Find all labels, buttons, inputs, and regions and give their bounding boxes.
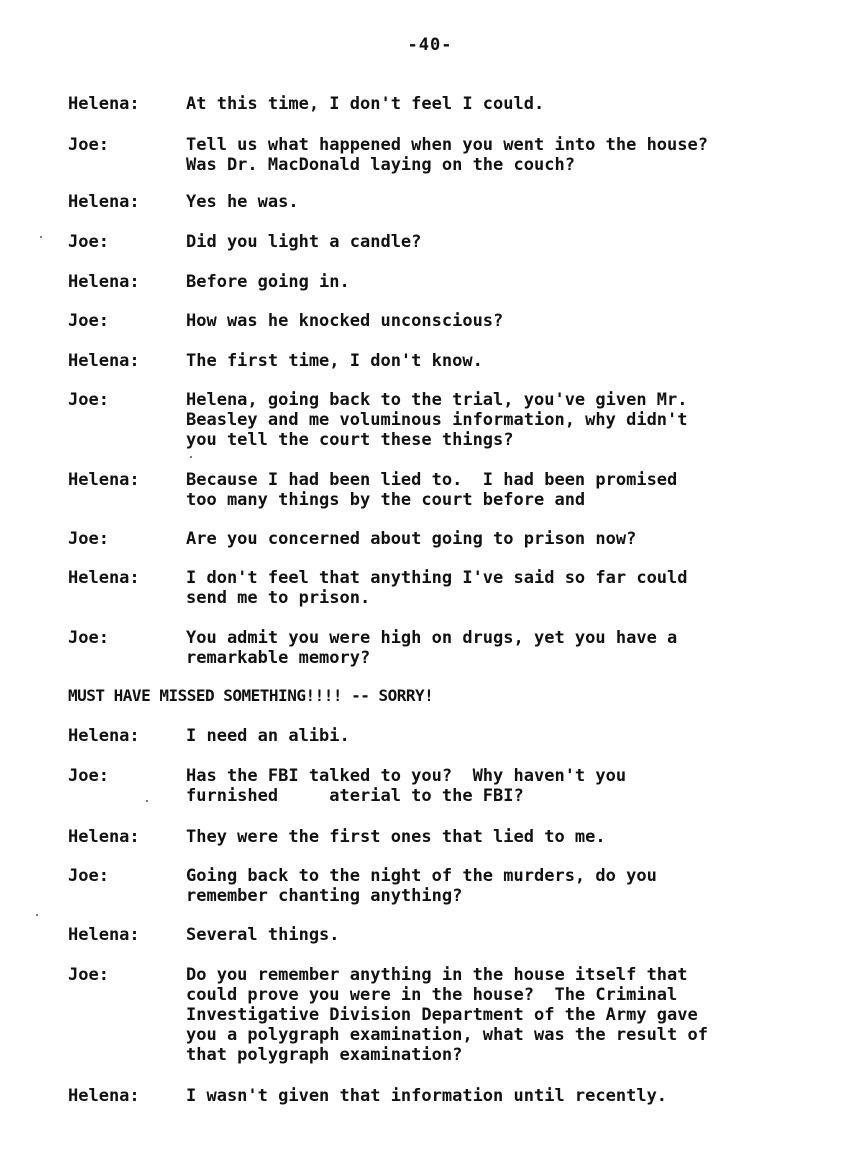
- speaker-label: Joe:: [68, 232, 109, 252]
- dialogue-text: [186, 827, 606, 847]
- dialogue-line: Did you light a candle?: [186, 232, 422, 252]
- dialogue-text: [186, 726, 350, 746]
- dialogue-line: I don't feel that anything I've said so far could: [186, 568, 688, 588]
- dialogue-line: Beasley and me voluminous information, why didn't: [186, 410, 688, 430]
- dialogue-line: could prove you were in the house? The Criminal: [186, 985, 678, 1005]
- scan-speck: [146, 800, 148, 802]
- dialogue-line: I wasn't given that information until recently.: [186, 1086, 668, 1106]
- page-number: -40-: [407, 35, 453, 55]
- dialogue-line: send me to prison.: [186, 588, 371, 608]
- dialogue-line: Before going in.: [186, 272, 350, 292]
- dialogue-line: At this time, I don't feel I could.: [186, 94, 545, 114]
- dialogue-line: too many things by the court before and: [186, 490, 586, 510]
- speaker-label: Joe:: [68, 390, 109, 410]
- dialogue-line: remember chanting anything?: [186, 886, 463, 906]
- speaker-label: Joe:: [68, 766, 109, 786]
- dialogue-line: Has the FBI talked to you? Why haven't you: [186, 766, 627, 786]
- dialogue-text: [186, 965, 708, 1065]
- speaker-label: Helena:: [68, 827, 140, 847]
- dialogue-text: [186, 866, 657, 906]
- dialogue-text: [186, 192, 299, 212]
- speaker-label: Joe:: [68, 135, 109, 155]
- dialogue-line: How was he knocked unconscious?: [186, 311, 504, 331]
- dialogue-line: that polygraph examination?: [186, 1045, 463, 1065]
- dialogue-line: Are you concerned about going to prison now?: [186, 529, 637, 549]
- dialogue-text: [186, 232, 421, 252]
- scan-speck: [190, 456, 192, 458]
- speaker-label: Helena:: [68, 568, 140, 588]
- dialogue-line: remarkable memory?: [186, 648, 371, 668]
- dialogue-line: The first time, I don't know.: [186, 351, 483, 371]
- scan-speck: [40, 236, 42, 238]
- dialogue-line: Going back to the night of the murders, do you: [186, 866, 657, 886]
- dialogue-line: You admit you were high on drugs, yet you have a: [186, 628, 678, 648]
- dialogue-line: Several things.: [186, 925, 340, 945]
- speaker-label: Helena:: [68, 1086, 140, 1106]
- speaker-label: Helena:: [68, 925, 140, 945]
- dialogue-line: Because I had been lied to. I had been promised: [186, 470, 678, 490]
- dialogue-text: [186, 135, 708, 175]
- dialogue-line: you tell the court these things?: [186, 430, 514, 450]
- dialogue-line: Do you remember anything in the house itself that: [186, 965, 688, 985]
- dialogue-line: you a polygraph examination, what was the result of: [186, 1025, 708, 1045]
- speaker-label: Joe:: [68, 628, 109, 648]
- dialogue-text: [186, 628, 677, 668]
- speaker-label: Joe:: [68, 965, 109, 985]
- speaker-label: Joe:: [68, 311, 109, 331]
- dialogue-text: [186, 568, 688, 608]
- speaker-label: Helena:: [68, 272, 140, 292]
- speaker-label: Helena:: [68, 192, 140, 212]
- dialogue-line: They were the first ones that lied to me.: [186, 827, 606, 847]
- dialogue-line: Yes he was.: [186, 192, 299, 212]
- dialogue-text: [186, 94, 544, 114]
- dialogue-text: [186, 390, 688, 450]
- dialogue-text: [186, 351, 483, 371]
- dialogue-text: [186, 272, 350, 292]
- dialogue-text: [186, 925, 340, 945]
- dialogue-text: [186, 1086, 667, 1106]
- dialogue-text: [186, 529, 636, 549]
- dialogue-line: Tell us what happened when you went into the house?: [186, 135, 708, 155]
- dialogue-text: [186, 470, 677, 510]
- dialogue-line: I need an alibi.: [186, 726, 350, 746]
- dialogue-line: Investigative Division Department of the Army gave: [186, 1005, 698, 1025]
- speaker-label: Helena:: [68, 726, 140, 746]
- dialogue-line: furnished aterial to the FBI?: [186, 786, 524, 806]
- speaker-label: Joe:: [68, 866, 109, 886]
- missed-note: MUST HAVE MISSED SOMETHING!!!! -- SORRY!: [68, 686, 434, 705]
- dialogue-line: Helena, going back to the trial, you've given Mr.: [186, 390, 688, 410]
- dialogue-text: [186, 766, 626, 806]
- speaker-label: Helena:: [68, 351, 140, 371]
- speaker-label: Helena:: [68, 470, 140, 490]
- scan-speck: [36, 914, 38, 916]
- speaker-label: Joe:: [68, 529, 109, 549]
- speaker-label: Helena:: [68, 94, 140, 114]
- dialogue-text: [186, 311, 503, 331]
- dialogue-line: Was Dr. MacDonald laying on the couch?: [186, 155, 575, 175]
